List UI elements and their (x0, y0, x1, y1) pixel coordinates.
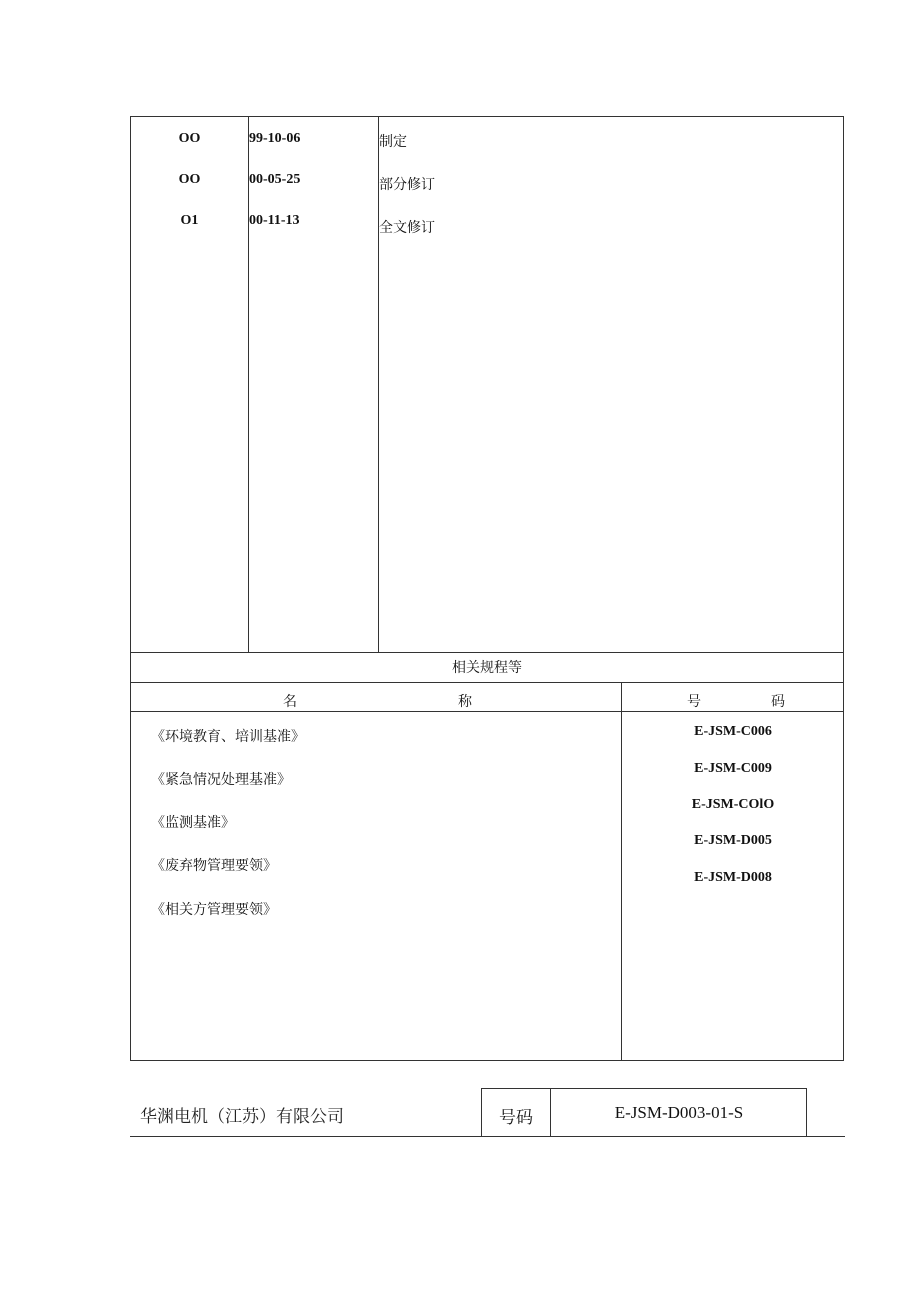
header-divider (131, 711, 843, 712)
related-title: 相关规程等 (130, 652, 844, 683)
related-document-code: E-JSM-D008 (694, 870, 772, 885)
company-name: 华渊电机（江苏）有限公司 (140, 1107, 344, 1127)
related-document-name: 《监测基准》 (151, 815, 235, 831)
document-code-value: E-JSM-D003-01-S (614, 1103, 744, 1122)
document-code-box (481, 1088, 807, 1137)
related-document-name: 《紧急情况处理基准》 (151, 772, 291, 788)
related-document-code: E-JSM-D005 (694, 833, 772, 848)
related-document-name: 《废弃物管理要领》 (151, 858, 277, 874)
related-document-name: 《相关方管理要领》 (151, 902, 277, 918)
related-table (130, 682, 844, 1061)
revision-description: 制定 (379, 134, 407, 150)
revision-date: 00-05-25 (249, 172, 301, 187)
name-column-header: 名 (283, 694, 297, 710)
related-document-code: E-JSM-C006 (694, 724, 772, 739)
revision-version: OO (178, 172, 201, 187)
revision-version: OO (178, 131, 201, 146)
revision-date: 99-10-06 (249, 131, 301, 146)
code-column-header: 码 (771, 694, 785, 710)
column-divider (248, 117, 249, 652)
document-code-label: 号码 (499, 1108, 533, 1128)
related-document-name: 《环境教育、培训基准》 (151, 729, 305, 745)
revision-description: 部分修订 (379, 177, 435, 193)
footer-rule (130, 1136, 845, 1137)
revision-version: O1 (180, 213, 199, 228)
related-document-code: E-JSM-C009 (694, 761, 772, 776)
revision-date: 00-11-13 (249, 213, 300, 228)
revision-table (130, 116, 844, 653)
name-column-header: 称 (458, 694, 472, 710)
revision-description: 全文修订 (379, 220, 435, 236)
related-document-code: E-JSM-COlO (691, 797, 775, 812)
code-column-header: 号 (687, 694, 701, 710)
column-divider (378, 117, 379, 652)
